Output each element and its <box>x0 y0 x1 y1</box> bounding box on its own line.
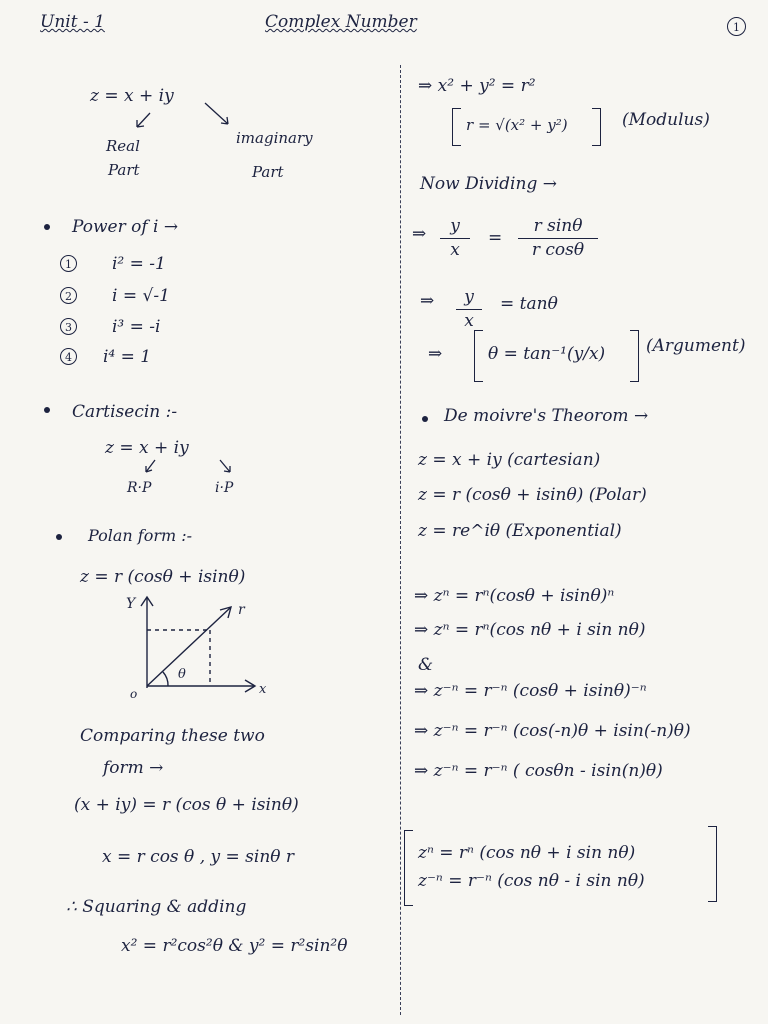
y-axis-label: Y <box>126 596 136 612</box>
imaginary-part-label: Part <box>252 163 284 181</box>
step-number: 4 <box>60 348 77 365</box>
xy-equation: x = r cos θ , y = sinθ r <box>102 847 295 867</box>
numerator: y <box>464 287 474 307</box>
comparing-text: Comparing these two <box>80 726 265 746</box>
imaginary-label: imaginary <box>236 129 313 147</box>
argument-label: (Argument) <box>646 336 746 356</box>
x-axis-label: x <box>259 682 267 697</box>
denominator: x <box>450 240 460 260</box>
modulus-formula: r = √(x² + y²) <box>466 116 568 134</box>
polar-equation: z = r (cosθ + isinθ) <box>80 567 246 587</box>
now-dividing-text: Now Dividing → <box>420 174 557 194</box>
theta-label: θ <box>178 667 186 682</box>
real-part-label: Part <box>108 161 140 179</box>
power-expr: i⁴ = 1 <box>103 347 152 367</box>
squared-equation: x² = r²cos²θ & y² = r²sin²θ <box>121 936 348 956</box>
bracket-right <box>630 330 639 382</box>
power-expr: i³ = -i <box>112 317 161 337</box>
fraction-bar <box>456 309 482 310</box>
arrow: ⇒ <box>412 224 427 244</box>
step: ⇒ zⁿ = rⁿ(cosθ + isinθ)ⁿ <box>414 586 615 606</box>
bracket-left <box>404 830 413 906</box>
origin-label: o <box>130 687 138 701</box>
comparing-text-cont: form → <box>103 758 164 778</box>
step: ⇒ zⁿ = rⁿ(cos nθ + i sin nθ) <box>414 620 646 640</box>
cartesian-form: z = x + iy (cartesian) <box>418 450 601 470</box>
bracket-left <box>474 330 483 382</box>
step: ⇒ z⁻ⁿ = r⁻ⁿ (cos(-n)θ + isin(-n)θ) <box>414 721 691 741</box>
power-expr: i² = -1 <box>112 254 166 274</box>
step-number: 1 <box>60 255 77 272</box>
unit-label: Unit - 1 <box>40 12 105 32</box>
real-part-abbr: R·P <box>127 480 152 496</box>
polar-form: z = r (cosθ + isinθ) (Polar) <box>418 485 647 505</box>
bracket-right <box>708 826 717 902</box>
bullet <box>422 416 428 422</box>
argument-formula: θ = tan⁻¹(y/x) <box>488 344 606 364</box>
imag-part-abbr: i·P <box>215 480 234 496</box>
page-number: 1 <box>727 17 746 36</box>
step-number: 2 <box>60 287 77 304</box>
step: ⇒ z⁻ⁿ = r⁻ⁿ (cosθ + isinθ)⁻ⁿ <box>414 681 647 701</box>
exponential-form: z = re^iθ (Exponential) <box>418 521 622 541</box>
compare-equation: (x + iy) = r (cos θ + isinθ) <box>74 795 299 815</box>
equals: = <box>488 228 503 248</box>
denominator: x <box>464 311 474 331</box>
modulus-label: (Modulus) <box>622 110 710 130</box>
tan-equation: = tanθ <box>500 294 558 314</box>
bracket-left <box>452 108 461 146</box>
arrow: ⇒ <box>428 344 443 364</box>
squaring-text: ∴ Squaring & adding <box>66 897 247 917</box>
power-expr: i = √-1 <box>112 286 170 306</box>
page-title: Complex Number <box>265 12 417 32</box>
cartesian-equation: z = x + iy <box>105 438 189 458</box>
polar-heading: Polan form :- <box>88 526 193 545</box>
demoivre-heading: De moivre's Theorom → <box>444 406 649 426</box>
fraction <box>456 289 482 330</box>
numerator: y <box>450 216 460 236</box>
power-heading: Power of i → <box>72 217 179 237</box>
real-label: Real <box>106 137 140 155</box>
modulus-step: ⇒ x² + y² = r² <box>418 76 536 96</box>
step: ⇒ z⁻ⁿ = r⁻ⁿ ( cosθn - isin(n)θ) <box>414 761 663 781</box>
step-number: 3 <box>60 318 77 335</box>
final-result: z⁻ⁿ = r⁻ⁿ (cos nθ - i sin nθ) <box>418 871 645 891</box>
fraction-bar <box>518 238 598 239</box>
z-definition: z = x + iy <box>90 86 174 106</box>
final-result: zⁿ = rⁿ (cos nθ + i sin nθ) <box>418 843 636 863</box>
arrow: ⇒ <box>420 291 435 311</box>
numerator: r sinθ <box>533 216 583 236</box>
cartesian-heading: Cartisecin :- <box>72 402 178 422</box>
ampersand: & <box>418 655 434 675</box>
fraction-bar <box>440 238 470 239</box>
denominator: r cosθ <box>531 240 585 260</box>
r-label: r <box>238 602 245 618</box>
bracket-right <box>592 108 601 146</box>
fraction <box>518 218 598 259</box>
fraction <box>440 218 470 259</box>
